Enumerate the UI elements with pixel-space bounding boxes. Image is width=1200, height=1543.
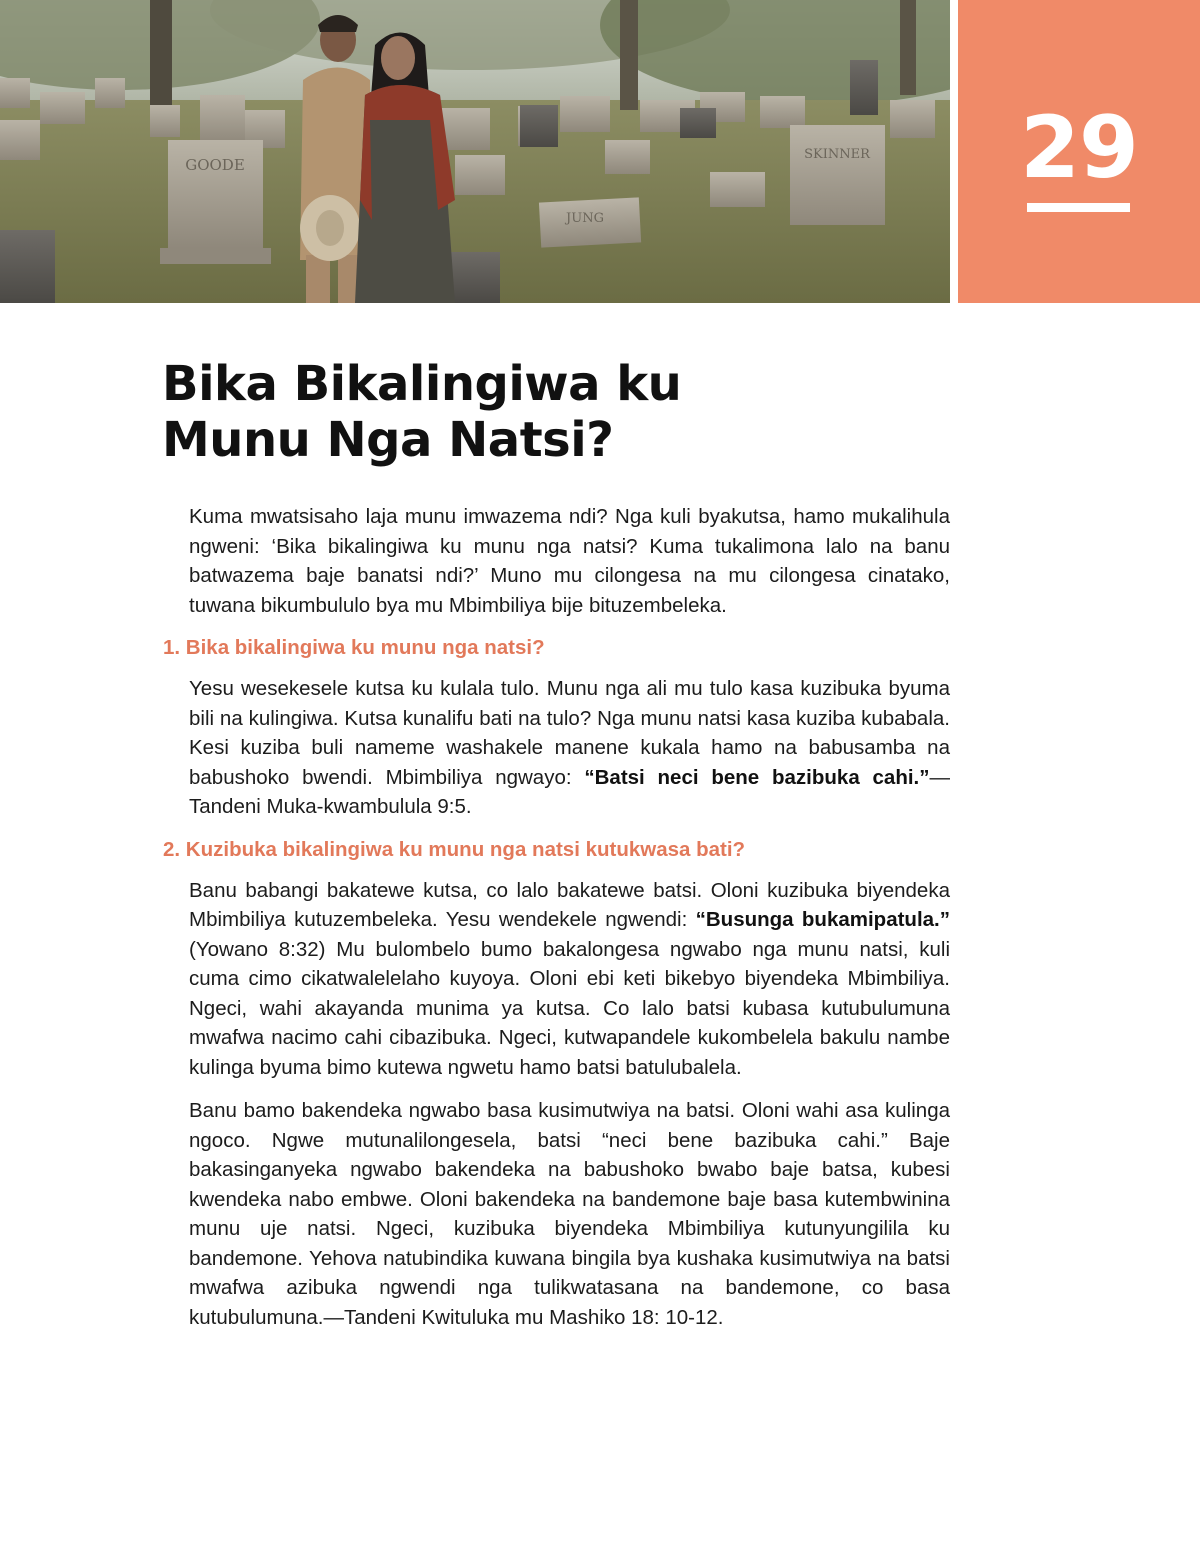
page-title: [162, 356, 862, 468]
question-2-paragraph-2: Banu bamo bakendeka ngwabo basa kusimutwiya na batsi. Oloni wahi asa kulinga ngoco. Ngwe mutunalilongesela, batsi “neci bene bazibuka cahi.” Baje bakasinganyeka ngwabo bakendeka na babushoko bwabo baje batsa, kubesi kwendeka nabo embwe. Oloni bakendeka na bandemone baje basa kutembwinina munu uje natsi. Ngeci, kuzibuka biyendeka Mbimbiliya kutunyungilila ku bandemone. Yehova natubindika kuwana bingila bya kushaka kusimutwiya na batsi mwafwa azibuka ngwendi nga tulikwatasana na bandemone, co basa kutubulumuna.—Tandeni Kwituluka mu Mashiko 18: 10-12.: [189, 1099, 950, 1329]
page-title-line-2: Munu Nga Natsi?: [162, 412, 614, 468]
question-1-bold-quote: “Batsi neci bene bazibuka cahi.”: [584, 765, 930, 789]
lesson-body: [163, 502, 950, 1346]
hero-photo: [0, 0, 950, 303]
tombstone-jung: JUNG: [566, 211, 604, 226]
question-2-text-b: (Yowano 8:32) Mu bulombelo bumo bakalongesa ngwabo nga munu natsi, kuli cuma cimo cikatwalelelaho kuyoya. Oloni ebi keti bikebyo biyendeka Mbimbiliya. Ngeci, wahi akayanda munima ya kutsa. Co lalo batsi kubasa kutubulumuna mwafwa nacimo cahi cibazibuka. Ngeci, kutwapandele kukombelela bakulu nambe kulinga byuma bimo kutewa ngwetu hamo batsi batulubalela.: [189, 937, 950, 1079]
lesson-number-badge: [958, 0, 1200, 303]
question-1-paragraph: [189, 674, 950, 822]
lesson-number-rule: [1027, 203, 1130, 212]
lesson-number: 29: [1020, 98, 1138, 198]
tombstone-goode: GOODE: [185, 156, 245, 174]
question-2-text-a: Banu babangi bakatewe kutsa, co lalo bakatewe batsi. Oloni kuzibuka biyendeka Mbimbiliya kutuzembeleka. Yesu wendekele ngwendi:: [189, 878, 950, 931]
question-2-bold-quote: “Busunga bukamipatula.”: [695, 908, 950, 931]
question-1-text-b: —Tandeni Muka-kwambulula 9:5.: [189, 765, 950, 818]
tombstone-skinner: SKINNER: [804, 147, 870, 162]
page-title-line-1: Bika Bikalingiwa ku: [162, 356, 682, 412]
question-1-text-a: Yesu wesekesele kutsa ku kulala tulo. Munu nga ali mu tulo kasa kuzibuka byuma bili na kulingiwa. Kutsa kunalifu bati na tulo? Nga munu natsi kasa kuziba kubabala. Kesi kuziba buli nameme washakele manene kukala hamo na babusamba na babushoko bwendi. Mbimbiliya ngwayo:: [189, 677, 950, 789]
question-2-heading: 2. Kuzibuka bikalingiwa ku munu nga natsi kutukwasa bati?: [163, 837, 746, 861]
intro-paragraph: Kuma mwatsisaho laja munu imwazema ndi? Nga kuli byakutsa, hamo mukalihula ngweni: ‘Bika bikalingiwa ku munu nga natsi? Kuma tukalimona lalo na banu batwazema baje banatsi ndi?’ Muno mu cilongesa na mu cilongesa cinatako, tuwana bikumbululo bya mu Mbimbiliya bije bituzembeleka.: [189, 505, 950, 617]
question-2-paragraph-1: [189, 876, 950, 1083]
question-1-heading: 1. Bika bikalingiwa ku munu nga natsi?: [163, 636, 545, 659]
